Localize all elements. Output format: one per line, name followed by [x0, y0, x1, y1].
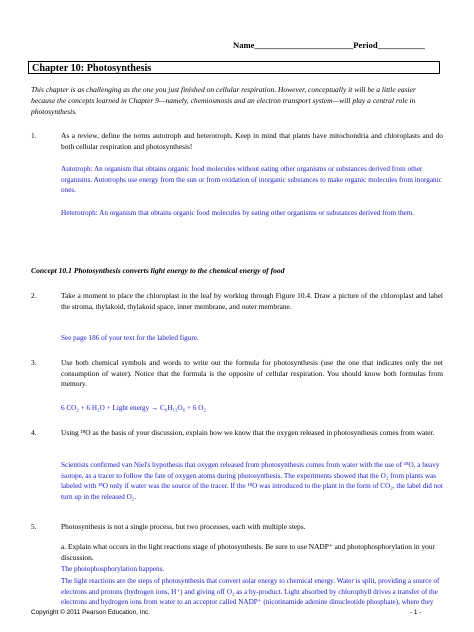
- answer-2: See page 186 of your text for the labeled figure.: [61, 334, 199, 342]
- question-text: As a review, define the terms autotroph and heterotroph. Keep in mind that plants have mitochondria and chloroplasts and do both cellular respiration and photosynthesis!: [61, 131, 443, 151]
- chapter-title: Chapter 10: Photosynthesis: [28, 61, 440, 74]
- question-number: 1.: [31, 131, 37, 140]
- question-text: Using ¹⁸O as the basis of your discussion, explain how we know that the oxygen released in photosynthesis comes from water.: [61, 428, 435, 437]
- answer-heterotroph: Heterotroph: An organism that obtains organic food molecules by eating other organisms or substances derived from them.: [61, 209, 415, 217]
- question-number: 5.: [31, 522, 37, 531]
- name-period-line: Name_______________________Period___________: [233, 40, 425, 50]
- question-number: 4.: [31, 428, 37, 437]
- question-text: Photosynthesis is not a single process, but two processes, each with multiple steps.: [61, 522, 306, 531]
- concept-heading: Concept 10.1 Photosynthesis converts light energy to the chemical energy of food: [31, 266, 285, 275]
- answer-4: Scientists confirmed van Niel's hypothesis that oxygen released from photosynthesis comes from water with the use of ¹⁸O, a heavy isotope, as a tracer to follow the fate of oxygen atoms during photosynthesis. The experiments showed that the O₂ from plants was labeled with ¹⁸O only if water was the source of the tracer. If the ¹⁸O was introduced to the plant in the form of CO₂, the label did not turn up in the released O₂.: [61, 461, 443, 501]
- answer-5a-note: The photophosphorylation happens.: [61, 565, 165, 573]
- question-number: 3.: [31, 358, 37, 367]
- answer-5a: The light reactions are the steps of photosynthesis that convert solar energy to chemical energy. Water is split, providing a source of electrons and protons (hydrogen ions, H⁺) and giving off O₂ as a by-product. Light absorbed by chlorophyll drives a transfer of the electrons and hydrogen ions from water to an acceptor called NADP⁺ (nicotinamide adenine dinucleotide phosphate), where they: [61, 577, 440, 607]
- question-number: 2.: [31, 291, 37, 300]
- answer-autotroph: Autotroph: An organism that obtains organic food molecules without eating other organisms or substances derived from other organisms. Autotrophs use energy from the sun or from oxidation of inorganic substances to make organic molecules from inorganic ones.: [61, 165, 442, 195]
- question-text: Use both chemical symbols and words to write out the formula for photosynthesis (use the one that indicates only the net consumption of water). Notice that the formula is the opposite of cellular respiration. You should know both formulas from memory.: [61, 358, 443, 389]
- question-text: Take a moment to place the chloroplast in the leaf by working through Figure 10.4. Draw a picture of the chloroplast and label the stroma, thylakoid, thylakoid space, inner membrane, and outer membrane.: [61, 291, 443, 311]
- page-number: - 1 -: [410, 609, 422, 616]
- answer-3-formula: 6 CO₂ + 6 H₂O + Light energy → C₆H₁₂O₆ + 6 O₂: [61, 404, 206, 412]
- chapter-intro: This chapter is as challenging as the one you just finished on cellular respiration. However, conceptually it will be a little easier because the concepts learned in Chapter 9—namely, chemiosmosis and an electron transport system—will play a central role in photosynthesis.: [31, 85, 416, 116]
- question-5a: a. Explain what occurs in the light reactions stage of photosynthesis. Be sure to use NADP⁺ and photophosphorylation in your discussion.: [61, 542, 435, 562]
- copyright-footer: Copyright © 2011 Pearson Education, Inc.: [31, 609, 150, 616]
